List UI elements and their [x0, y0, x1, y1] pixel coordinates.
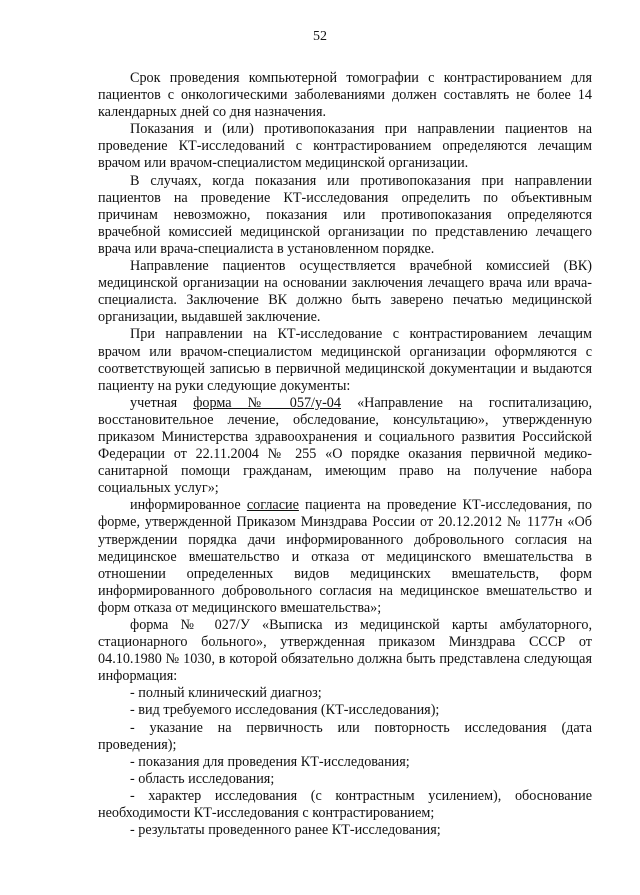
paragraph-indications: Показания и (или) противопоказания при направлении пациентов на проведение КТ-исследований с контрастированием определяются лечащим врачом или врачом-специалистом медицинской организации. [98, 121, 592, 172]
paragraph-ct-deadline: Срок проведения компьютерной томографии с контрастированием для пациентов с онкологическими заболеваниями должен составлять не более 14 календарных дней со дня назначения. [98, 70, 592, 121]
page-number: 52 [313, 29, 327, 44]
paragraph-form-057 [98, 395, 592, 498]
paragraph-commission-decision: В случаях, когда показания или противопоказания при направлении пациентов на проведение КТ-исследования определить по объективным причинам невозможно, показания или противопоказания определяются врачебной комиссией медицинской организации по представлению лечащего врача или врача-специалиста в установленном порядке. [98, 172, 592, 257]
paragraph-form-027: форма № 027/У «Выписка из медицинской карты амбулаторного, стационарного больного», утвержденная приказом Минздрава СССР от 04.10.1980 № 1030, в которой обязательно должна быть представлена следующая информация: [98, 617, 592, 685]
list-item: - показания для проведения КТ-исследования; [130, 753, 410, 770]
document-body [98, 70, 592, 839]
paragraph-documents-intro: При направлении на КТ-исследование с контрастированием лечащим врачом или врачом-специалистом медицинской организации оформляются с соответствующей записью в первичной медицинской документации и выдаются пациенту на руки следующие документы: [98, 326, 592, 394]
form-057-prefix: учетная [130, 394, 194, 411]
list-item: - указание на первичность или повторность исследования (дата проведения); [98, 719, 592, 753]
list-item: - вид требуемого исследования (КТ-исследования); [130, 702, 440, 719]
paragraph-referral-vk: Направление пациентов осуществляется врачебной комиссией (ВК) медицинской организации на основании заключения лечащего врача или врача-специалиста. Заключение ВК должно быть заверено печатью медицинской организации, выдавшей заключение. [98, 258, 592, 326]
list-item: - полный клинический диагноз; [130, 685, 322, 702]
form-057-text: «Направление на госпитализацию, восстановительное лечение, обследование, консультацию», утвержденную приказом Министерства здравоохранения и социального развития Российской Федерации от 22.11.2004 № 255 «О порядке оказания первичной медико-санитарной помощи гражданам, имеющим право на получение набора социальных услуг»; [98, 394, 592, 497]
consent-prefix: информированное [130, 497, 247, 514]
consent-text: пациента на проведение КТ-исследования, по форме, утвержденной Приказом Минздрава России от 20.12.2012 № 1177н «Об утверждении порядка дачи информированного добровольного согласия на медицинское вмешательство и отказа от медицинского вмешательства в отношении определенных видов медицинских вмешательств, форм информированного добровольного согласия на медицинское вмешательство и форм отказа от медицинского вмешательства»; [98, 497, 592, 616]
form-057-link[interactable]: форма № 057/у-04 [193, 394, 341, 411]
list-item: - результаты проведенного ранее КТ-исследования; [130, 822, 441, 839]
consent-link[interactable]: согласие [246, 497, 299, 514]
paragraph-informed-consent [98, 497, 592, 617]
list-item: - характер исследования (с контрастным усилением), обоснование необходимости КТ-исследования с контрастированием; [98, 787, 592, 822]
list-item: - область исследования; [130, 770, 275, 787]
